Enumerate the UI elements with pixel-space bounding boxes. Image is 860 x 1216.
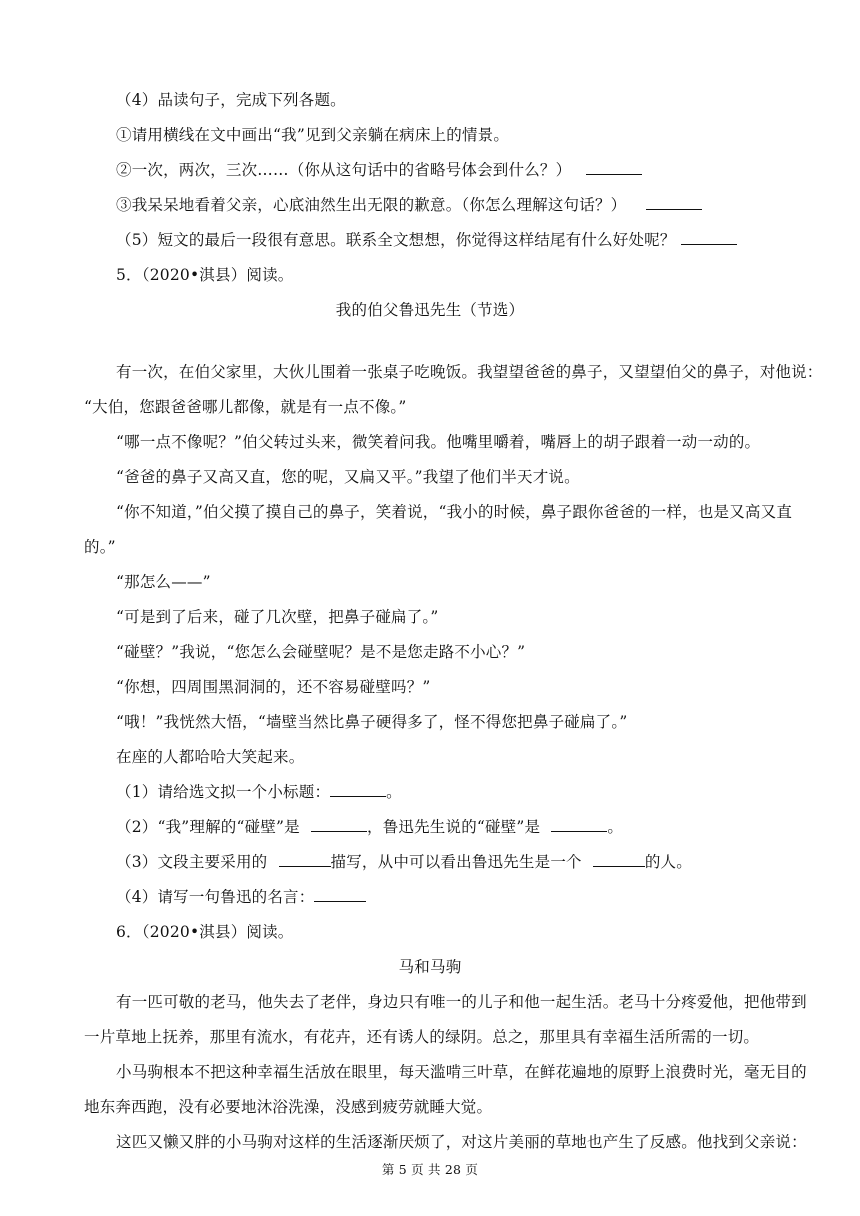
question-1-end: 。	[386, 783, 402, 801]
paragraph: 有一次，在伯父家里，大伙儿围着一张桌子吃晚饭。我望望爸爸的鼻子，又望望伯父的鼻子，对他说：	[116, 363, 823, 381]
question-2	[116, 817, 623, 837]
passage-title: 我的伯父鲁迅先生（节选）	[335, 301, 525, 319]
question-4-item-3-text: ③我呆呆地看着父亲，心底油然生出无限的歉意。（你怎么理解这句话？）	[116, 196, 627, 214]
paragraph: “你不知道，”伯父摸了摸自己的鼻子，笑着说，“我小的时候，鼻子跟你爸爸的一样，也是又高又直	[116, 503, 793, 521]
paragraph: “哦！”我恍然大悟，“墙壁当然比鼻子硬得多了，怪不得您把鼻子碰扁了。”	[116, 713, 628, 731]
question-3-middle: 描写，从中可以看出鲁迅先生是一个	[330, 853, 582, 871]
answer-blank[interactable]	[681, 230, 737, 245]
paragraph: “那怎么——”	[116, 573, 211, 591]
answer-blank[interactable]	[551, 817, 607, 832]
question-4-item-3	[116, 195, 702, 215]
question-2-text: （2）“我”理解的“碰壁”是	[116, 818, 300, 836]
answer-blank[interactable]	[279, 852, 331, 867]
answer-blank[interactable]	[586, 160, 642, 175]
question-3-end: 的人。	[644, 853, 692, 871]
question-4-quote-text: （4）请写一句鲁迅的名言：	[116, 888, 315, 906]
paragraph: “哪一点不像呢？”伯父转过头来，微笑着问我。他嘴里嚼着，嘴唇上的胡子跟着一动一动的。	[116, 433, 761, 451]
paragraph-continuation: “大伯，您跟爸爸哪儿都像，就是有一点不像。”	[84, 398, 407, 416]
question-1-text: （1）请给选文拟一个小标题：	[116, 783, 331, 801]
question-4-item-2	[116, 160, 642, 180]
answer-blank[interactable]	[311, 817, 367, 832]
paragraph: “碰壁？”我说，“您怎么会碰壁呢？是不是您走路不小心？”	[116, 643, 526, 661]
paragraph-continuation: 一片草地上抚养，那里有流水，有花卉，还有诱人的绿阴。总之，那里具有幸福生活所需的一切。	[84, 1028, 760, 1046]
question-5	[116, 230, 737, 250]
answer-blank[interactable]	[593, 852, 645, 867]
paragraph: “你想，四周围黑洞洞的，还不容易碰壁吗？”	[116, 678, 431, 696]
paragraph: 有一匹可敬的老马，他失去了老伴，身边只有唯一的儿子和他一起生活。老马十分疼爱他，把他带到	[116, 993, 807, 1011]
question-5-text: （5）短文的最后一段很有意思。联系全文想想，你觉得这样结尾有什么好处呢？	[116, 231, 676, 249]
question-4-quote	[116, 887, 366, 907]
question-4-title: （4）品读句子，完成下列各题。	[116, 91, 346, 109]
question-3-text: （3）文段主要采用的	[116, 853, 268, 871]
passage-title: 马和马驹	[398, 958, 462, 976]
paragraph: 小马驹根本不把这种幸福生活放在眼里，每天滥啃三叶草，在鲜花遍地的原野上浪费时光，毫无目的	[116, 1063, 807, 1081]
question-2-middle: ，鲁迅先生说的“碰壁”是	[367, 818, 541, 836]
page-footer: 第 5 页 共 28 页	[381, 1162, 479, 1177]
paragraph: “爸爸的鼻子又高又直，您的呢，又扁又平。”我望了他们半天才说。	[116, 468, 580, 486]
paragraph-continuation: 地东奔西跑，没有必要地沐浴洗澡，没感到疲劳就睡大觉。	[84, 1098, 493, 1116]
question-2-end: 。	[607, 818, 624, 836]
section-6-heading: 6．（2020•淇县）阅读。	[116, 923, 294, 941]
paragraph: 这匹又懒又胖的小马驹对这样的生活逐渐厌烦了，对这片美丽的草地也产生了反感。他找到父亲说：	[116, 1133, 807, 1151]
question-3	[116, 852, 692, 872]
question-4-item-2-text: ②一次，两次，三次……（你从这句话中的省略号体会到什么？）	[116, 161, 572, 179]
answer-blank[interactable]	[314, 887, 366, 902]
question-1	[116, 782, 402, 802]
answer-blank[interactable]	[646, 195, 702, 210]
paragraph: “可是到了后来，碰了几次壁，把鼻子碰扁了。”	[116, 608, 439, 626]
question-4-item-1: ①请用横线在文中画出“我”见到父亲躺在病床上的情景。	[116, 126, 510, 144]
paragraph: 在座的人都哈哈大笑起来。	[116, 748, 305, 766]
answer-blank[interactable]	[330, 782, 386, 797]
paragraph-continuation: 的。”	[84, 538, 116, 556]
section-5-heading: 5．（2020•淇县）阅读。	[116, 266, 294, 284]
